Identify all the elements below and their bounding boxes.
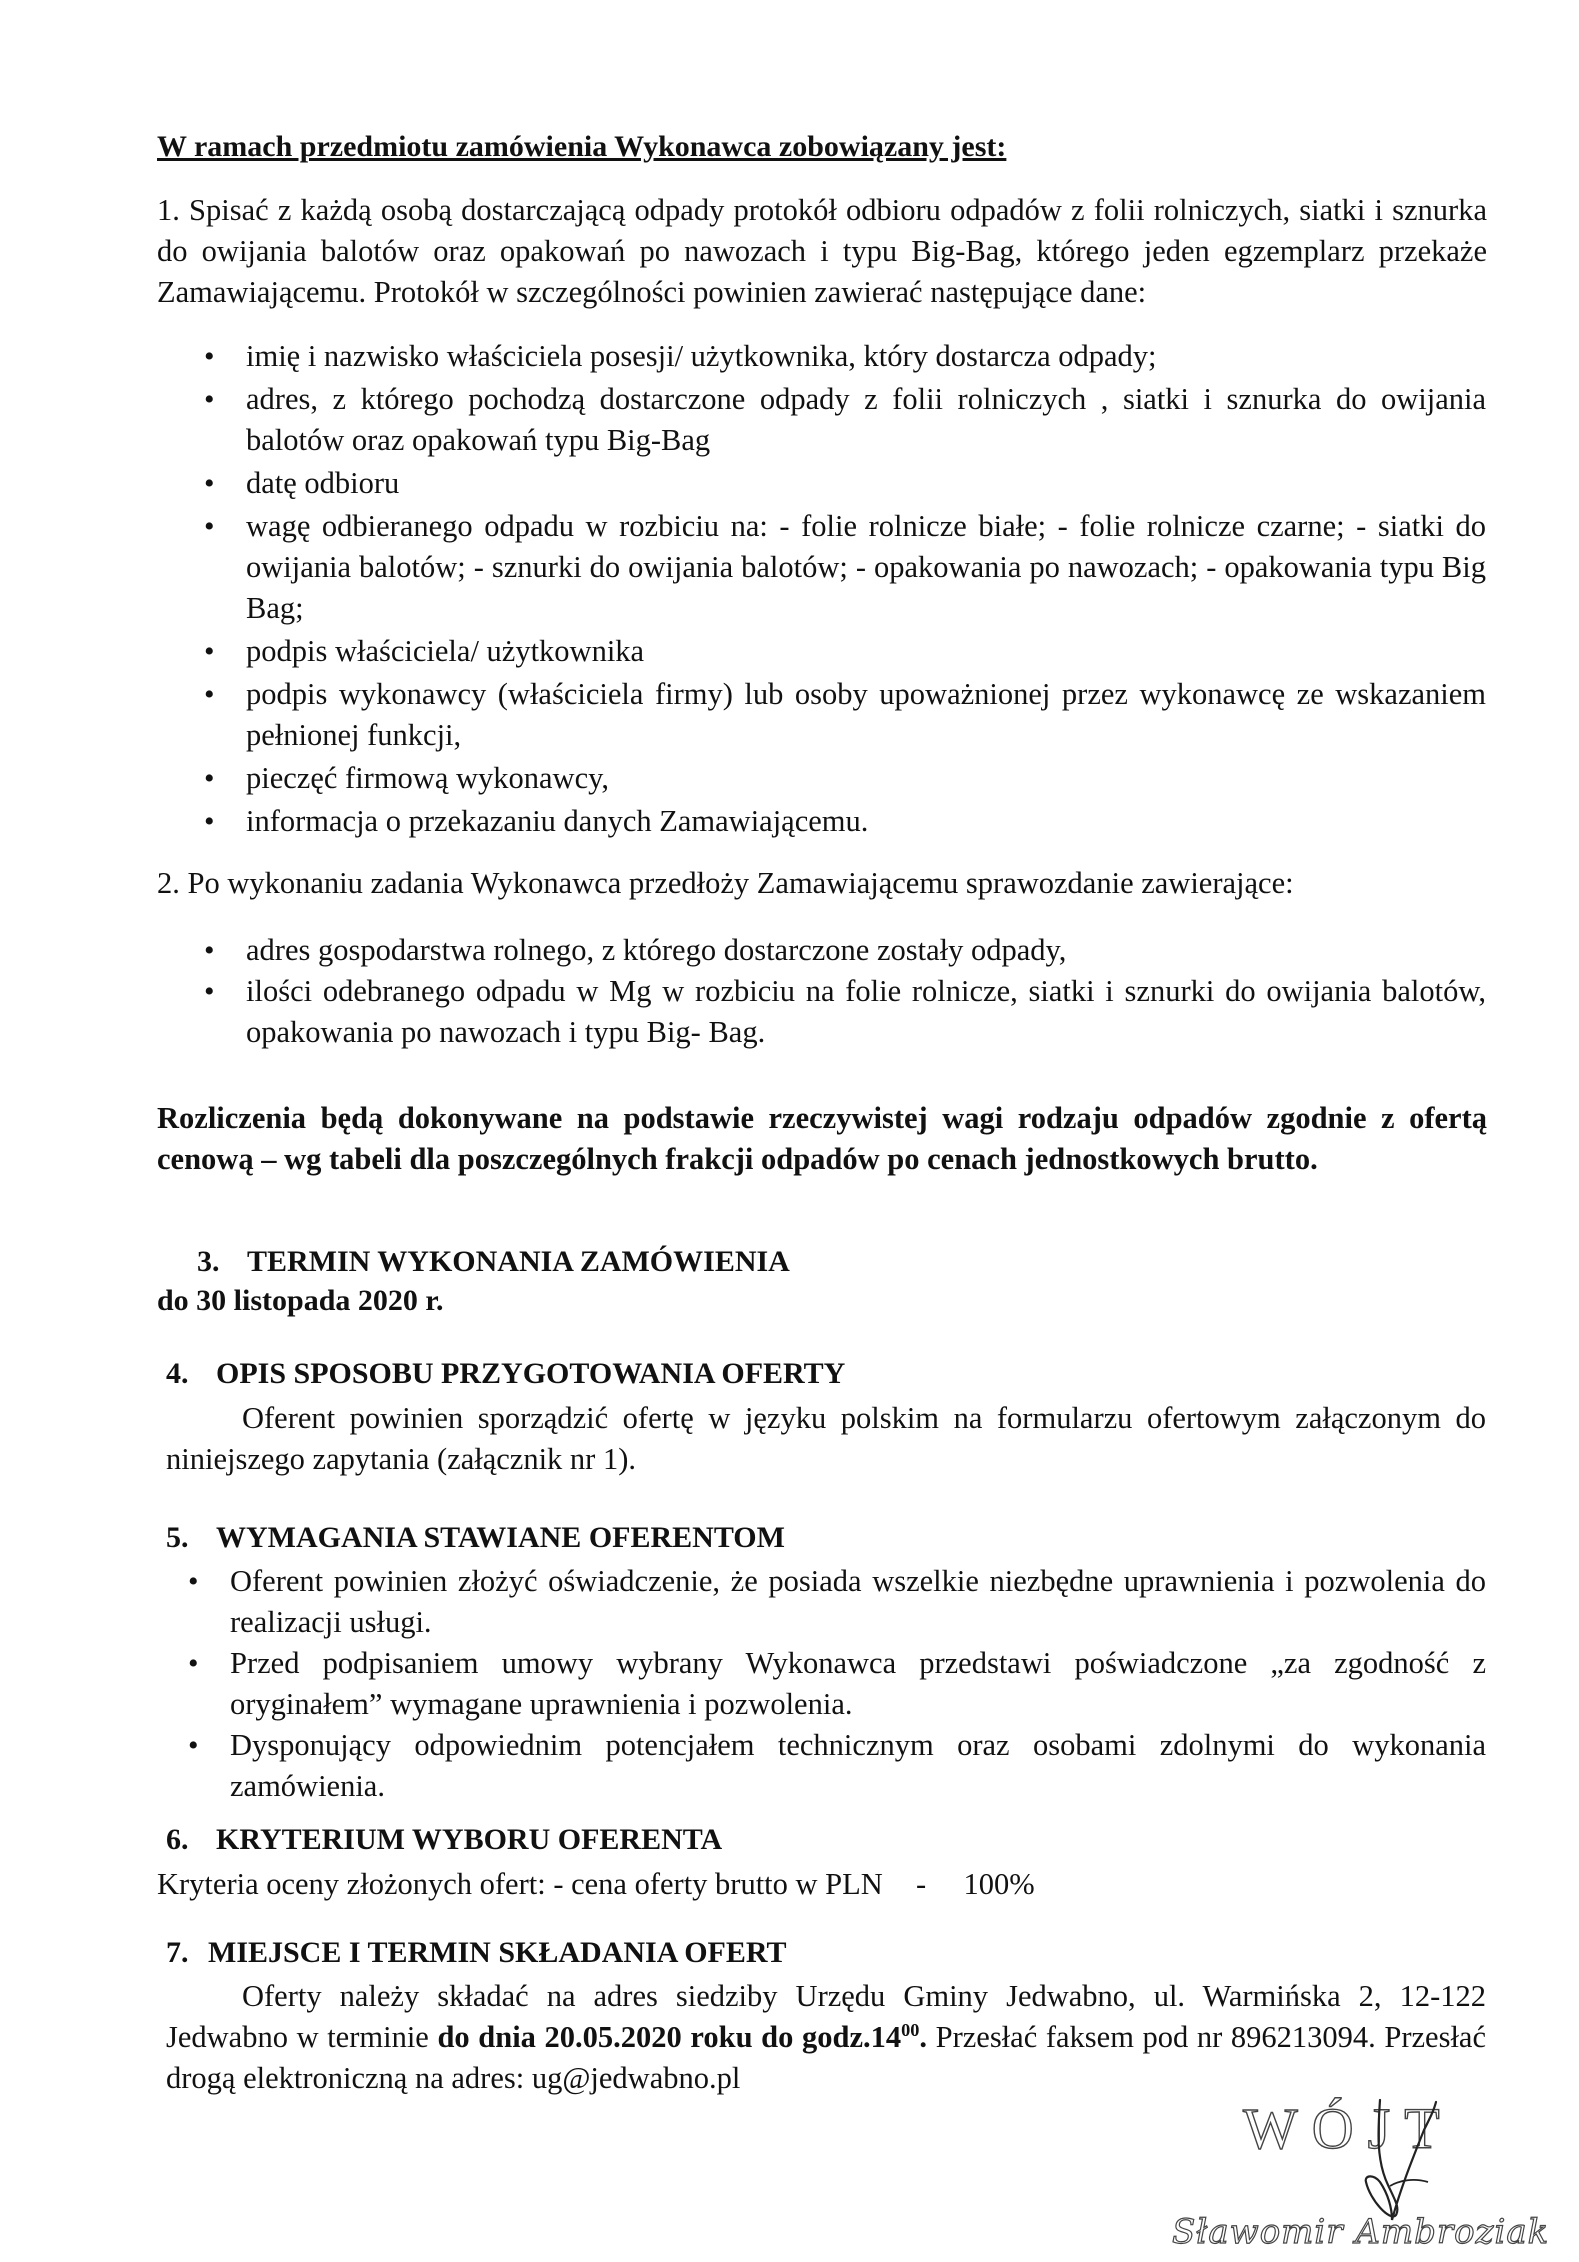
selection-criteria — [157, 1864, 1035, 1905]
section-title: KRYTERIUM WYBORU OFERENTA — [216, 1823, 723, 1856]
section-number: 7. — [166, 1936, 189, 1969]
list-item: • datę odbioru — [196, 463, 1486, 504]
list-item: • wagę odbieranego odpadu w rozbiciu na: - folie rolnicze białe; - folie rolnicze czarne; - siatki do owijania balotów; - sznurki do owijania balotów; - opakowania po nawozach; - opakowania typu Big Bag; — [196, 506, 1486, 629]
list-item: • adres, z którego pochodzą dostarczone odpady z folii rolniczych , siatki i sznurka do owijania balotów oraz opakowań typu Big-Bag — [196, 379, 1486, 461]
section-title: MIEJSCE I TERMIN SKŁADANIA OFERT — [208, 1936, 787, 1969]
deadline-minutes: 00 — [901, 2019, 920, 2040]
list-item: • Przed podpisaniem umowy wybrany Wykonawca przedstawi poświadczone „za zgodność z oryginałem” wymagane uprawnienia i pozwolenia. — [180, 1643, 1486, 1725]
list-item: • Dysponujący odpowiednim potencjałem technicznym oraz osobami zdolnymi do wykonania zamówienia. — [180, 1725, 1486, 1807]
point-1-text: 1. Spisać z każdą osobą dostarczającą odpady protokół odbioru odpadów z folii rolniczych, siatki i sznurka do owijania balotów oraz opakowań po nawozach i typu Big-Bag, którego jeden egzemplarz przekaże Zamawiającemu. Protokół w szczególności powinien zawierać następujące dane: — [157, 193, 1487, 309]
section-number: 5. — [166, 1521, 189, 1554]
section-3-heading — [197, 1245, 790, 1279]
criteria-separator: - — [916, 1867, 927, 1901]
section-title: TERMIN WYKONANIA ZAMÓWIENIA — [247, 1245, 790, 1278]
list-item: • informacja o przekazaniu danych Zamawiającemu. — [196, 801, 1486, 842]
section-5-heading — [166, 1521, 785, 1555]
list-item: • imię i nazwisko właściciela posesji/ użytkownika, który dostarcza odpady; — [196, 336, 1486, 377]
list-item: • Oferent powinien złożyć oświadczenie, że posiada wszelkie niezbędne uprawnienia i pozwolenia do realizacji usługi. — [180, 1561, 1486, 1643]
submission-deadline — [437, 2020, 927, 2054]
list-item: • podpis wykonawcy (właściciela firmy) lub osoby upoważnionej przez wykonawcę ze wskazaniem pełnionej funkcji, — [196, 674, 1486, 756]
list-item: • ilości odebranego odpadu w Mg w rozbiciu na folie rolnicze, siatki i sznurki do owijania balotów, opakowania po nawozach i typu Big- Bag. — [196, 971, 1486, 1053]
submission-address: Oferty należy składać na adres siedziby Urzędu Gminy Jedwabno, ul. Warmińska 2, 12-122 Jedwabno w terminie — [166, 1979, 1486, 2054]
section-7-heading — [166, 1936, 787, 1970]
section-title: OPIS SPOSOBU PRZYGOTOWANIA OFERTY — [216, 1357, 846, 1390]
section-4-body: Oferent powinien sporządzić ofertę w języku polskim na formularzu ofertowym załączonym do niniejszego zapytania (załącznik nr 1). — [166, 1401, 1486, 1476]
section-6-heading — [166, 1823, 722, 1857]
point-2-text: 2. Po wykonaniu zadania Wykonawca przedłoży Zamawiającemu sprawozdanie zawierające: — [157, 866, 1294, 900]
criteria-weight: 100% — [963, 1867, 1035, 1901]
report-contents-list — [196, 930, 1486, 1053]
section-number: 6. — [166, 1823, 189, 1856]
handwritten-signature-icon — [1330, 2090, 1460, 2240]
stamp-name: Sławomir Ambroziak — [1172, 2212, 1550, 2252]
list-item: • adres gospodarstwa rolnego, z którego dostarczone zostały odpady, — [196, 930, 1486, 971]
section-4-text — [166, 1398, 1486, 1480]
section-number: 4. — [166, 1357, 189, 1390]
email-link[interactable]: ug@jedwabno.pl — [531, 2061, 741, 2095]
section-title: WYMAGANIA STAWIANE OFERENTOM — [216, 1521, 785, 1554]
deadline-text: do dnia 20.05.2020 roku do godz.14 — [437, 2020, 902, 2054]
criteria-label: Kryteria oceny złożonych ofert: - cena oferty brutto w PLN — [157, 1867, 883, 1901]
document-heading: W ramach przedmiotu zamówienia Wykonawca zobowiązany jest: — [157, 130, 1007, 163]
list-item: • podpis właściciela/ użytkownika — [196, 631, 1486, 672]
submission-contact: Przesłać faksem pod nr 896213094. Przesłać drogą elektroniczną na adres: — [166, 2020, 1486, 2095]
stamp-title: WÓJT — [1243, 2096, 1454, 2161]
requirements-list — [180, 1561, 1486, 1807]
completion-deadline: do 30 listopada 2020 r. — [157, 1284, 444, 1317]
deadline-dot: . — [919, 2020, 928, 2054]
list-item: • pieczęć firmową wykonawcy, — [196, 758, 1486, 799]
section-7-text — [166, 1976, 1486, 2099]
section-number: 3. — [197, 1245, 220, 1278]
section-4-heading — [166, 1357, 845, 1391]
protocol-data-list — [196, 336, 1486, 844]
settlement-paragraph: Rozliczenia będą dokonywane na podstawie rzeczywistej wagi rodzaju odpadów zgodnie z ofertą cenową – wg tabeli dla poszczególnych frakcji odpadów po cenach jednostkowych brutto. — [157, 1101, 1487, 1176]
